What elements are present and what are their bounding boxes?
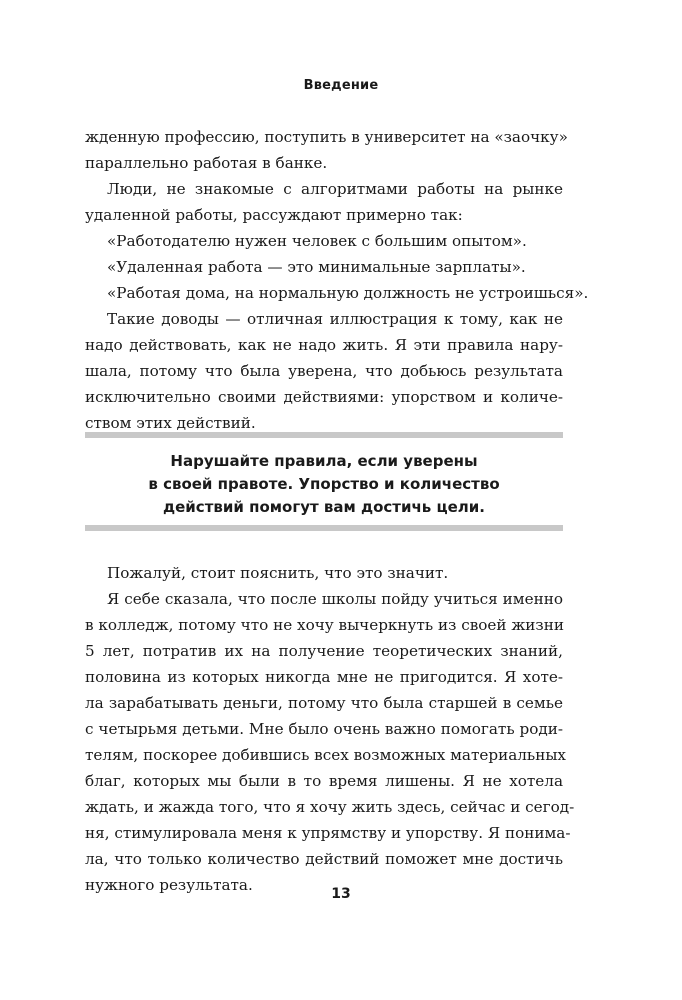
text-line: параллельно работая в банке. (85, 154, 328, 172)
text-line: ством этих действий. (85, 414, 256, 432)
text-line: 5 лет, потратив их на получение теоретических знаний, (85, 642, 563, 660)
callout-line: в своей правоте. Упорство и количество (148, 475, 500, 493)
callout-divider-top (85, 432, 563, 438)
text-line: удаленной работы, рассуждают примерно так: (85, 206, 463, 224)
text-line: шала, потому что была уверена, что добьюсь результата (85, 362, 563, 380)
text-line: телям, поскорее добившись всех возможных материальных (85, 746, 566, 764)
text-line: ла, что только количество действий поможет мне достичь (85, 850, 563, 868)
text-line: «Работая дома, на нормальную должность не устроишься». (107, 284, 589, 302)
text-block-top (85, 124, 589, 436)
text-line: ждать, и жажда того, что я хочу жить здесь, сейчас и сегод- (85, 798, 575, 816)
callout-line: действий помогут вам достичь цели. (163, 498, 485, 516)
text-line: с четырьмя детьми. Мне было очень важно помогать роди- (85, 720, 563, 738)
callout-line: Нарушайте правила, если уверены (170, 452, 478, 470)
text-line: жденную профессию, поступить в университет на «заочку» (85, 128, 568, 146)
text-line: Такие доводы — отличная иллюстрация к тому, как не (107, 310, 563, 328)
text-line: Люди, не знакомые с алгоритмами работы на рынке (107, 180, 563, 198)
text-block-bottom (85, 560, 575, 898)
text-line: Я себе сказала, что после школы пойду учиться именно (107, 590, 563, 608)
text-line: половина из которых никогда мне не пригодится. Я хоте- (85, 668, 563, 686)
text-line: ла зарабатывать деньги, потому что была старшей в семье (85, 694, 563, 712)
text-line: благ, которых мы были в то время лишены. Я не хотела (85, 772, 563, 790)
page-number: 13 (331, 886, 351, 902)
text-line: «Работодателю нужен человек с большим опытом». (107, 232, 527, 250)
running-header: Введение (303, 78, 379, 93)
text-line: «Удаленная работа — это минимальные зарплаты». (107, 258, 526, 276)
text-line: ня, стимулировала меня к упрямству и упорству. Я понима- (85, 824, 571, 842)
callout-box (85, 450, 563, 519)
text-line: исключительно своими действиями: упорством и количе- (85, 388, 563, 406)
text-line: нужного результата. (85, 876, 253, 894)
callout-divider-bottom (85, 525, 563, 531)
text-line: Пожалуй, стоит пояснить, что это значит. (107, 564, 449, 582)
text-line: в колледж, потому что не хочу вычеркнуть из своей жизни (85, 616, 564, 634)
text-line: надо действовать, как не надо жить. Я эти правила нару- (85, 336, 563, 354)
